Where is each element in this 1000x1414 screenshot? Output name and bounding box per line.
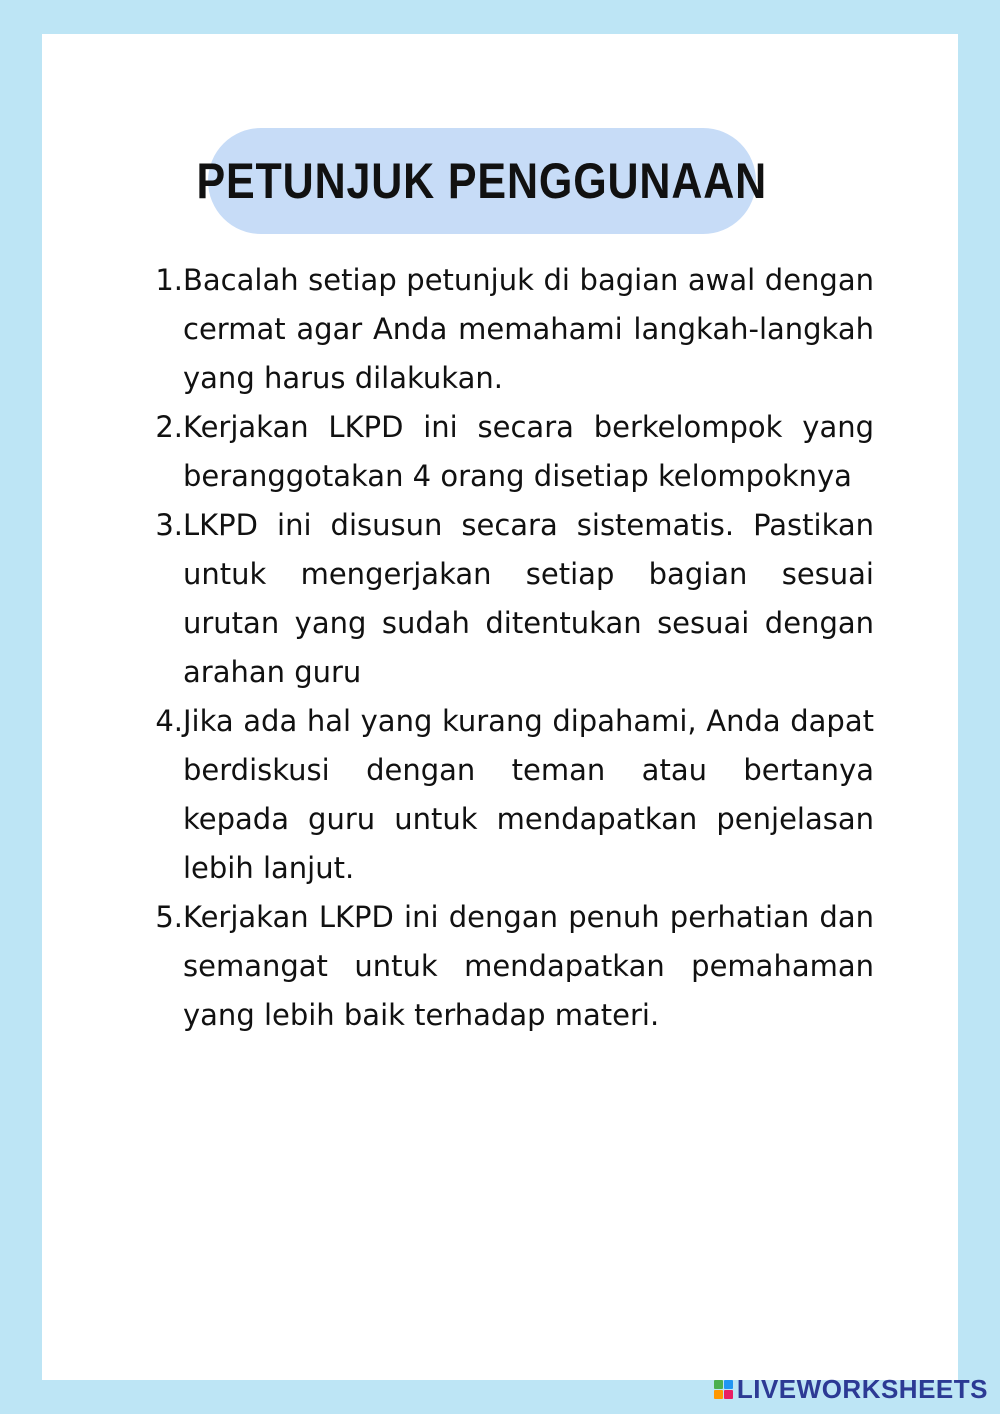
instruction-text: Bacalah setiap petunjuk di bagian awal dengan cermat agar Anda memahami langkah-langkah yang harus dilakukan. <box>183 263 874 395</box>
instruction-item-4 <box>152 697 874 893</box>
instruction-text: Kerjakan LKPD ini dengan penuh perhatian dan semangat untuk mendapatkan pemahaman yang lebih baik terhadap materi. <box>183 900 874 1032</box>
instruction-item-1 <box>152 256 874 403</box>
instruction-item-3 <box>152 501 874 697</box>
liveworksheets-logo-icon <box>714 1380 733 1399</box>
instruction-text: Kerjakan LKPD ini secara berkelompok yang beranggotakan 4 orang disetiap kelompoknya <box>183 410 874 493</box>
instruction-item-2 <box>152 403 874 501</box>
title-banner <box>196 128 768 234</box>
instruction-number: 4. <box>155 704 183 738</box>
worksheet-page <box>42 34 958 1380</box>
page-title: PETUNJUK PENGGUNAAN <box>196 153 768 209</box>
instruction-text: Jika ada hal yang kurang dipahami, Anda dapat berdiskusi dengan teman atau bertanya kepada guru untuk mendapatkan penjelasan lebih lanjut. <box>183 704 874 885</box>
liveworksheets-watermark <box>714 1374 988 1405</box>
logo-square-3 <box>714 1390 723 1399</box>
logo-square-4 <box>724 1390 733 1399</box>
instruction-number: 1. <box>155 263 183 297</box>
instruction-item-5 <box>152 893 874 1040</box>
logo-square-1 <box>714 1380 723 1389</box>
watermark-text: LIVEWORKSHEETS <box>736 1374 988 1404</box>
instruction-list <box>152 256 874 1040</box>
instruction-text: LKPD ini disusun secara sistematis. Pastikan untuk mengerjakan setiap bagian sesuai urutan yang sudah ditentukan sesuai dengan arahan guru <box>183 508 874 689</box>
instruction-number: 3. <box>155 508 183 542</box>
instruction-number: 2. <box>155 410 183 444</box>
logo-square-2 <box>724 1380 733 1389</box>
instruction-number: 5. <box>155 900 183 934</box>
